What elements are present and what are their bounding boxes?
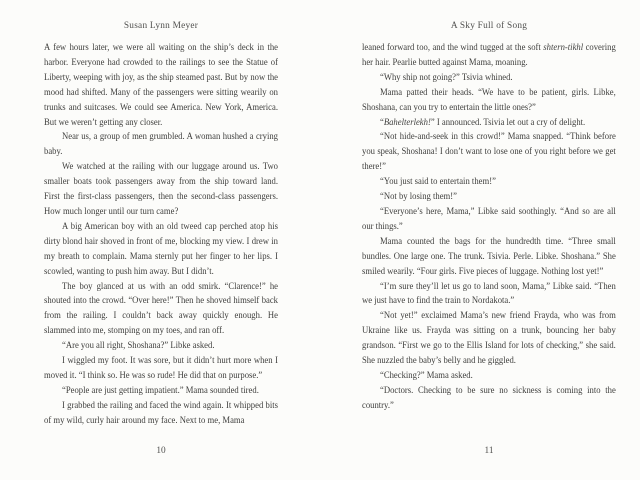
text-run: Mama counted the bags for the hundredth time. “Three small bundles. One large one. The trunk. Tsivia. Perle. Libke. Shoshana.” She smiled wearily. “Four girls. Five pieces of luggage. Nothing lost yet!” <box>362 235 616 277</box>
text-run: “Not by losing them!” <box>380 191 457 203</box>
text-run: “Doctors. Checking to be sure no sickness is coming into the country.” <box>362 384 616 411</box>
paragraph <box>44 220 278 280</box>
text-run: “You just said to entertain them!” <box>380 176 496 188</box>
text-run: leaned forward too, and the wind tugged at the soft <box>362 42 544 53</box>
text-run: I grabbed the railing and faced the wind again. It whipped bits of my wild, curly hair around my face. Next to me, Mama <box>44 399 278 426</box>
paragraph <box>362 41 616 71</box>
paragraph <box>362 369 616 384</box>
paragraph <box>362 86 616 116</box>
paragraph <box>44 354 278 384</box>
text-run: A big American boy with an old tweed cap perched atop his dirty blond hair shoved in front of me, blocking my view. I drew in my breath to complain. Mama sternly put her finger to her lips. I scowled, wanting to push him away. But I didn’t. <box>44 220 278 277</box>
left-page-body <box>44 41 278 429</box>
text-run: Mama patted their heads. “We have to be patient, girls. Libke, Shoshana, can you try to entertain the little ones?” <box>362 86 616 113</box>
paragraph <box>362 71 616 86</box>
paragraph <box>44 160 278 220</box>
italic-text-run: shtern-tikhl <box>543 42 584 53</box>
right-page <box>320 0 640 480</box>
text-run: “Checking?” Mama asked. <box>380 369 473 381</box>
text-run: A few hours later, we were all waiting on the ship’s deck in the harbor. Everyone had crowded to the railings to see the Statue of Liberty, weeping with joy, as the ship steamed past. But by now the mood had shifted. Many of the passengers were sitting wearily on trunks and suitcases. We could see America. New York, America. But we weren’t getting any closer. <box>44 42 278 128</box>
paragraph <box>44 399 278 429</box>
text-run: ” I announced. Tsivia let out a cry of delight. <box>430 116 586 128</box>
text-run: “ <box>380 116 384 128</box>
text-run: “I’m sure they’ll let us go to land soon, Mama,” Libke said. “Then we just have to find the train to Nordakota.” <box>362 280 616 307</box>
paragraph <box>362 190 616 205</box>
paragraph <box>44 384 278 399</box>
paragraph <box>44 339 278 354</box>
text-run: “Not hide-and-seek in this crowd!” Mama snapped. “Think before you speak, Shoshana! I don’t want to lose one of you right before we get there!” <box>362 131 616 173</box>
text-run: covering her hair. Pearlie butted against Mama, moaning. <box>362 42 616 68</box>
right-page-number: 11 <box>484 446 494 456</box>
paragraph <box>362 130 616 175</box>
text-run: “Are you all right, Shoshana?” Libke asked. <box>62 340 215 352</box>
right-running-head: A Sky Full of Song <box>450 21 528 31</box>
left-page-number: 10 <box>156 446 166 456</box>
text-run: “People are just getting impatient.” Mama sounded tired. <box>62 384 259 396</box>
text-run: “Not yet!” exclaimed Mama’s new friend Frayda, who was from Ukraine like us. Frayda was sitting on a trunk, bouncing her baby grandson. “First we go to the Ellis Island for lots of checking,” she said. She nuzzled the baby’s belly and he giggled. <box>362 310 616 367</box>
paragraph <box>362 205 616 235</box>
paragraph <box>44 130 278 160</box>
text-run: I wiggled my foot. It was sore, but it didn’t hurt more when I moved it. “I think so. He was so rude! He did that on purpose.” <box>44 355 278 381</box>
italic-text-run: Bahelterlekh! <box>383 116 431 128</box>
paragraph <box>362 309 616 369</box>
paragraph <box>362 280 616 310</box>
text-run: “Why ship not going?” Tsivia whined. <box>380 71 513 83</box>
paragraph <box>362 235 616 280</box>
text-run: Near us, a group of men grumbled. A woman hushed a crying baby. <box>44 131 278 158</box>
paragraph <box>44 280 278 340</box>
paragraph <box>362 175 616 190</box>
paragraph <box>362 384 616 414</box>
paragraph <box>44 41 278 130</box>
right-page-body <box>362 41 616 414</box>
text-run: The boy glanced at us with an odd smirk. “Clarence!” he shouted into the crowd. “Over here!” Then he shoved himself back from the railing. I couldn’t back away quickly enough. He slammed into me, stomping on my toes, and ran off. <box>44 280 278 337</box>
text-run: We watched at the railing with our luggage around us. Two smaller boats took passengers away from the ship toward land. First the first-class passengers, then the second-class passengers. How much longer until our turn came? <box>44 161 278 217</box>
left-running-head: Susan Lynn Meyer <box>123 21 199 31</box>
paragraph <box>362 116 616 131</box>
text-run: “Everyone’s here, Mama,” Libke said soothingly. “And so are all our things.” <box>362 205 616 232</box>
